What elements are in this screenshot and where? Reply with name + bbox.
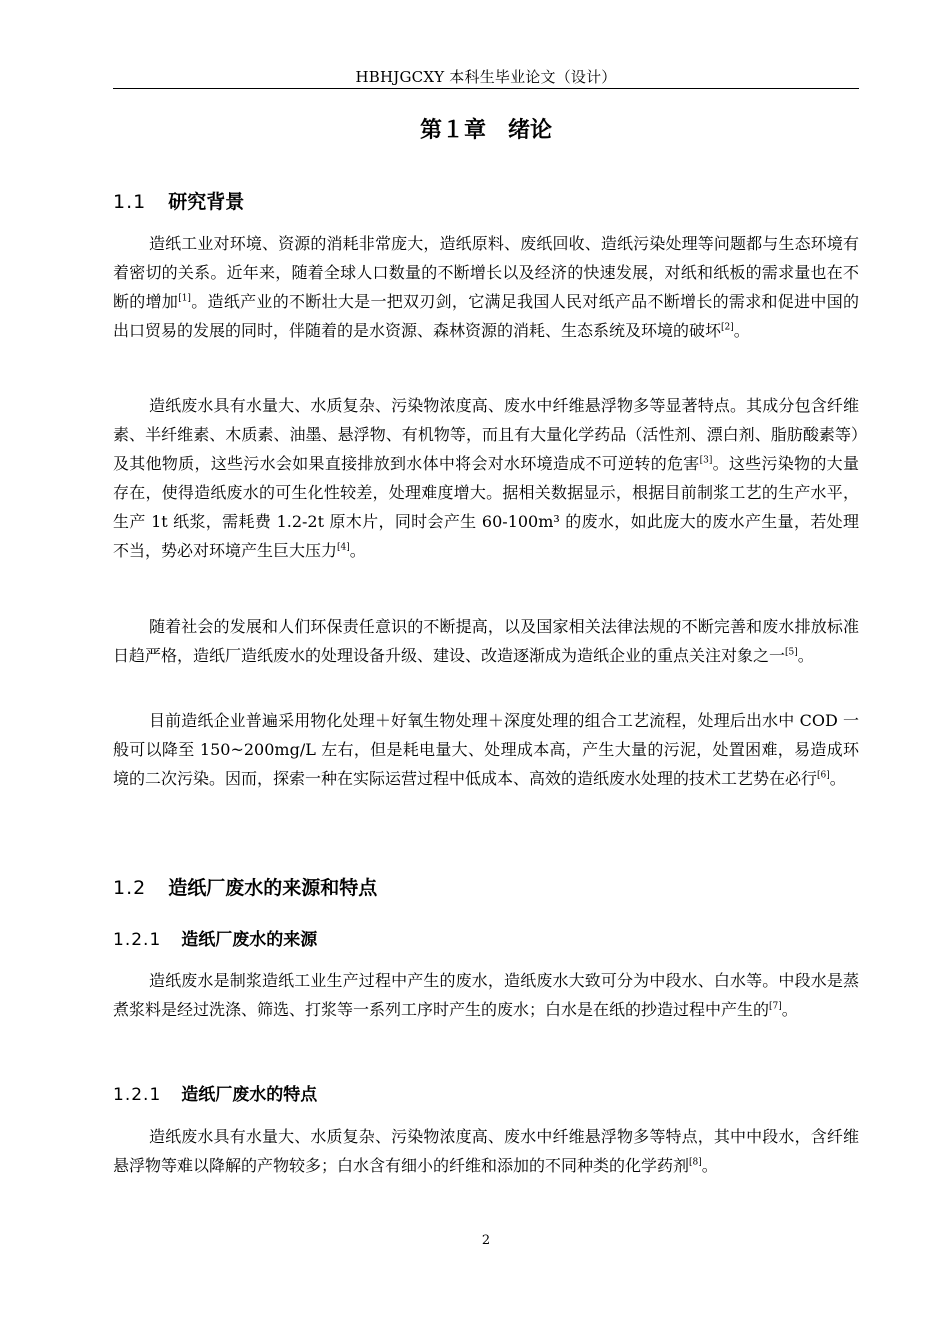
paragraph-features [113, 1122, 859, 1180]
paragraph-text: 随着社会的发展和人们环保责任意识的不断提高，以及国家相关法律法规的不断完善和废水排放标准日趋严格，造纸厂造纸废水的处理设备升级、建设、改造逐渐成为造纸企业的重点关注对象之一 [113, 617, 859, 665]
citation: [3] [699, 455, 713, 466]
paragraph-text: 造纸工业对环境、资源的消耗非常庞大，造纸原料、废纸回收、造纸污染处理等问题都与生态环境有着密切的关系。近年来，随着全球人口数量的不断增长以及经济的快速发展，对纸和纸板的需求量也在不断的增加 [113, 234, 859, 311]
citation: [2] [721, 322, 734, 333]
section-title: 研究背景 [168, 191, 245, 213]
header-rule [113, 88, 859, 89]
citation: [8] [689, 1157, 702, 1168]
paragraph-text: 造纸废水具有水量大、水质复杂、污染物浓度高、废水中纤维悬浮物多等显著特点。其成分包含纤维素、半纤维素、木质素、油墨、悬浮物、有机物等，而且有大量化学药品（活性剂、漂白剂、脂肪酸素等）及其他物质，这些污水会如果直接排放到水体中将会对水环境造成不可逆转的危害 [113, 396, 859, 473]
section-number: 1.1 [113, 191, 147, 213]
subsection-heading-features [113, 1083, 317, 1107]
citation: [7] [769, 1001, 782, 1012]
subsection-title: 造纸厂废水的来源 [181, 930, 318, 950]
paragraph-source [113, 966, 859, 1024]
section-number: 1.2 [113, 877, 147, 899]
paragraph-text: 造纸废水具有水量大、水质复杂、污染物浓度高、废水中纤维悬浮物多等特点，其中中段水，含纤维悬浮物等难以降解的产物较多；白水含有细小的纤维和添加的不同种类的化学药剂 [113, 1127, 859, 1175]
paragraph-text: 。这些污染物的大量存在，使得造纸废水的可生化性较差，处理难度增大。据相关数据显示，根据目前制浆工艺的生产水平，生产 1t 纸浆，需耗费 1.2-2t 原木片，同时会产生 60-100m³ 的废水，如此庞大的废水产生量，若处理不当，势必对环境产生巨大压力 [113, 454, 859, 560]
paragraph-background-1 [113, 229, 859, 345]
subsection-heading-source [113, 928, 317, 952]
paragraph-text: 。 [797, 646, 814, 665]
paragraph-text: 造纸废水是制浆造纸工业生产过程中产生的废水，造纸废水大致可分为中段水、白水等。中段水是蒸煮浆料是经过洗涤、筛选、打浆等一系列工序时产生的废水；白水是在纸的抄造过程中产生的 [113, 971, 859, 1019]
citation: [1] [178, 293, 191, 304]
subsection-title: 造纸厂废水的特点 [181, 1085, 318, 1105]
page-header: HBHJGCXY 本科生毕业论文（设计） [355, 68, 617, 86]
paragraph-text: 。造纸产业的不断壮大是一把双刃剑，它满足我国人民对纸产品不断增长的需求和促进中国的出口贸易的发展的同时，伴随着的是水资源、森林资源的消耗、生态系统及环境的破坏 [113, 292, 859, 340]
chapter-title: 第１章 绪论 [419, 118, 552, 143]
citation: [5] [785, 647, 798, 658]
page-number: 2 [481, 1233, 491, 1248]
paragraph-text: 。 [781, 1000, 798, 1019]
paragraph-background-2 [113, 391, 859, 565]
subsection-number: 1.2.1 [113, 930, 162, 950]
section-title: 造纸厂废水的来源和特点 [168, 877, 378, 899]
paragraph-text: 。 [701, 1156, 718, 1175]
section-heading-1-2 [113, 875, 377, 901]
paragraph-background-4 [113, 706, 859, 793]
paragraph-text: 。 [733, 321, 750, 340]
paragraph-text: 目前造纸企业普遍采用物化处理＋好氧生物处理＋深度处理的组合工艺流程，处理后出水中 COD 一般可以降至 150~200mg/L 左右，但是耗电量大、处理成本高，产生大量的污泥，处置困难，易造成环境的二次污染。因而，探索一种在实际运营过程中低成本、高效的造纸废水处理的技术工艺势在必行 [113, 711, 859, 788]
paragraph-text: 。 [349, 541, 366, 560]
paragraph-background-3 [113, 612, 859, 670]
citation: [6] [817, 770, 830, 781]
subsection-number: 1.2.1 [113, 1085, 162, 1105]
citation: [4] [337, 542, 350, 553]
section-heading-1-1 [113, 189, 244, 215]
paragraph-text: 。 [829, 769, 846, 788]
